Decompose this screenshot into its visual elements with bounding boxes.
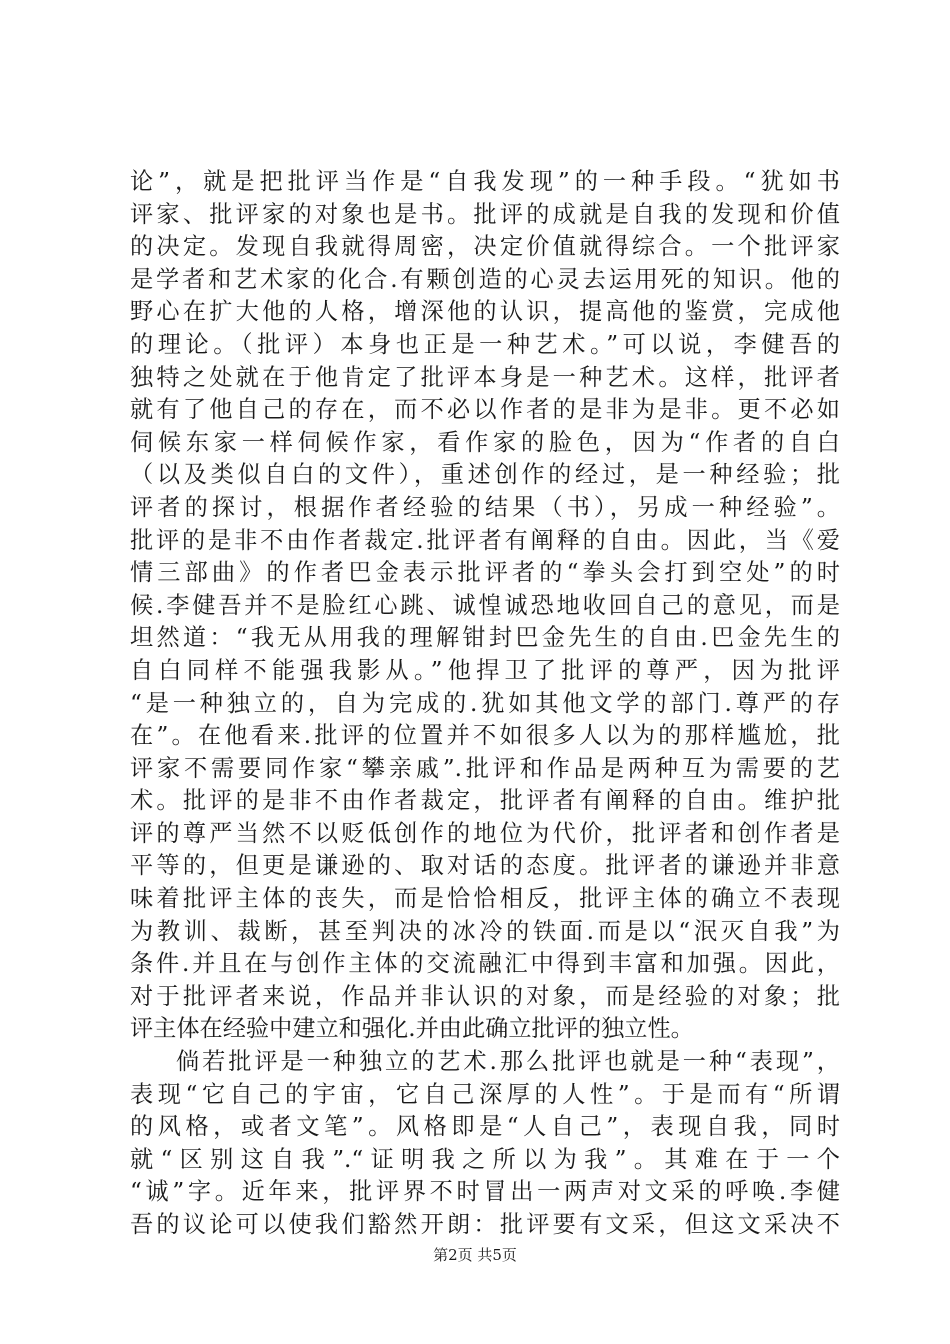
page-number-footer: 第2页 共5页 bbox=[433, 1246, 517, 1264]
text-line: 评者的探讨，根据作者经验的结果（书），另成一种经验”。 bbox=[130, 493, 840, 521]
text-line: 自白同样不能强我影从。”他捍卫了批评的尊严，因为批评 bbox=[130, 656, 840, 684]
text-line: “是一种独立的，自为完成的.犹如其他文学的部门.尊严的存 bbox=[130, 689, 840, 717]
text-line: 就有了他自己的存在，而不必以作者的是非为是非。更不必如 bbox=[130, 396, 840, 424]
text-line: 伺候东家一样伺候作家，看作家的脸色，因为“作者的自白 bbox=[130, 428, 840, 456]
text-line: “诚”字。近年来，批评界不时冒出一两声对文采的呼唤.李健 bbox=[130, 1178, 840, 1206]
text-line: 吾的议论可以使我们豁然开朗：批评要有文采，但这文采决不 bbox=[130, 1211, 840, 1238]
text-line: 就“区别这自我”.“证明我之所以为我”。其难在于一个 bbox=[130, 1145, 840, 1173]
text-line: 候.李健吾并不是脸红心跳、诚惶诚恐地收回自己的意见，而是 bbox=[130, 591, 840, 619]
body-text bbox=[130, 166, 840, 1242]
text-line: 论”，就是把批评当作是“自我发现”的一种手段。“犹如书 bbox=[130, 168, 840, 195]
text-line: 表现“它自己的宇宙，它自己深厚的人性”。于是而有“所谓 bbox=[130, 1080, 840, 1108]
text-line: 评家不需要同作家“攀亲戚”.批评和作品是两种互为需要的艺 bbox=[130, 754, 840, 782]
text-line: 的风格，或者文笔”。风格即是“人自己”，表现自我，同时 bbox=[130, 1113, 840, 1141]
text-line: 为教训、裁断，甚至判决的冰冷的铁面.而是以“泯灭自我”为 bbox=[130, 917, 840, 945]
text-line: 条件.并且在与创作主体的交流融汇中得到丰富和加强。因此， bbox=[130, 950, 840, 978]
text-line: 野心在扩大他的人格，增深他的认识，提高他的鉴赏，完成他 bbox=[130, 298, 840, 326]
paragraph-start-line: 倘若批评是一种独立的艺术.那么批评也就是一种“表现”， bbox=[176, 1048, 840, 1076]
text-line: 的决定。发现自我就得周密，决定价值就得综合。一个批评家 bbox=[130, 233, 840, 261]
text-line: 评家、批评家的对象也是书。批评的成就是自我的发现和价值 bbox=[130, 200, 840, 228]
text-line: 情三部曲》的作者巴金表示批评者的“拳头会打到空处”的时 bbox=[130, 559, 840, 587]
text-line: 评的尊严当然不以贬低创作的地位为代价，批评者和创作者是 bbox=[130, 819, 840, 847]
text-line: 平等的，但更是谦逊的、取对话的态度。批评者的谦逊并非意 bbox=[130, 852, 840, 880]
text-line: 批评的是非不由作者裁定.批评者有阐释的自由。因此，当《爱 bbox=[130, 526, 840, 554]
text-line: 味着批评主体的丧失，而是恰恰相反，批评主体的确立不表现 bbox=[130, 885, 840, 913]
text-line: 的理论。（批评）本身也正是一种艺术。”可以说，李健吾的 bbox=[130, 330, 840, 358]
text-line: 对于批评者来说，作品并非认识的对象，而是经验的对象；批 bbox=[130, 982, 840, 1010]
text-line: 坦然道：“我无从用我的理解钳封巴金先生的自由.巴金先生的 bbox=[130, 624, 840, 652]
paragraph-end-line: 评主体在经验中建立和强化.并由此确立批评的独立性。 bbox=[130, 1015, 694, 1043]
text-line: （以及类似自白的文件），重述创作的经过，是一种经验；批 bbox=[130, 461, 840, 489]
text-line: 是学者和艺术家的化合.有颗创造的心灵去运用死的知识。他的 bbox=[130, 265, 840, 293]
text-line: 术。批评的是非不由作者裁定，批评者有阐释的自由。维护批 bbox=[130, 787, 840, 815]
text-line: 在”。在他看来.批评的位置并不如很多人以为的那样尴尬，批 bbox=[130, 722, 840, 750]
text-line: 独特之处就在于他肯定了批评本身是一种艺术。这样，批评者 bbox=[130, 363, 840, 391]
